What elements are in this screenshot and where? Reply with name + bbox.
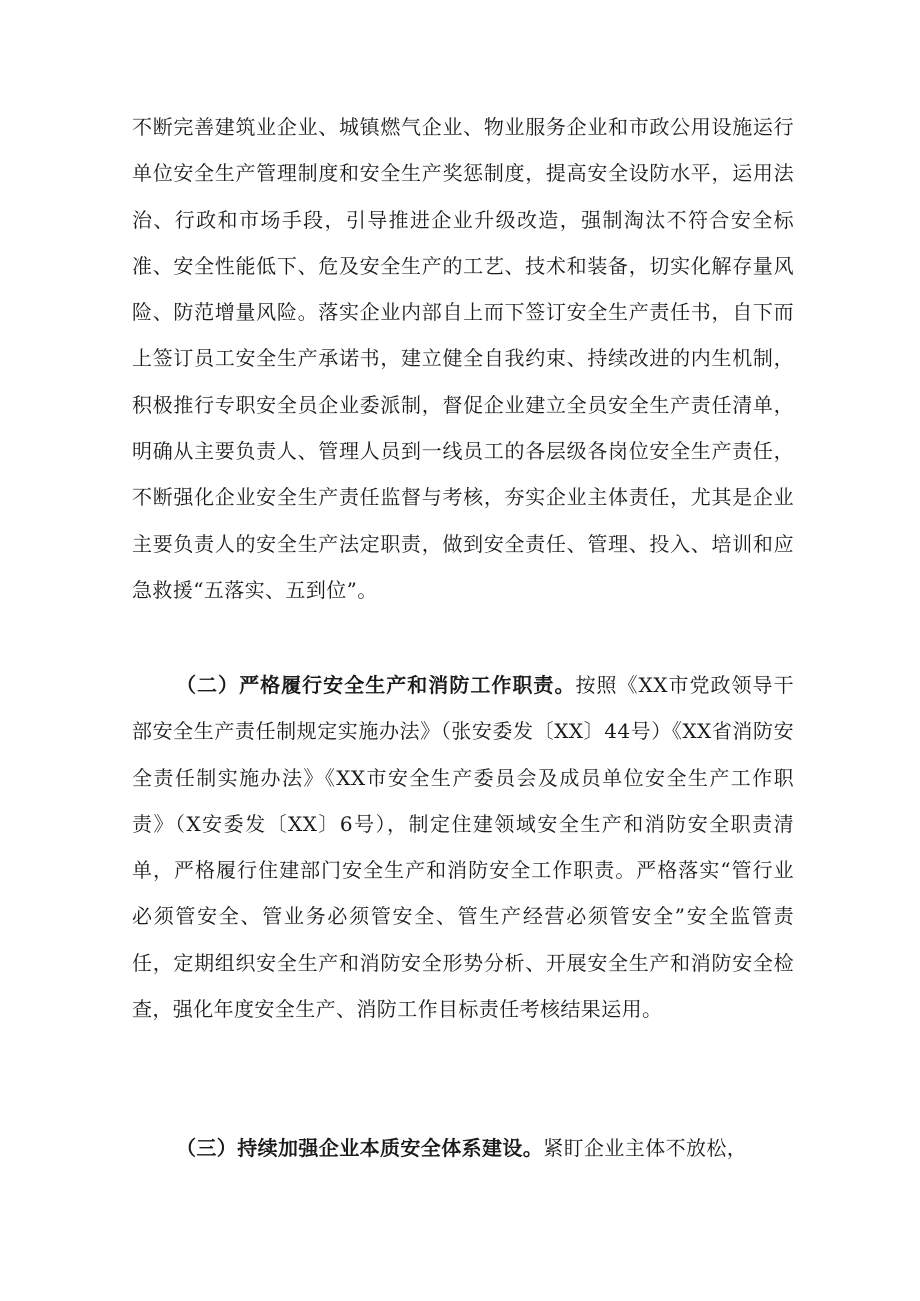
paragraph-text: 不断完善建筑业企业、城镇燃气企业、物业服务企业和市政公用设施运行单位安全生产管理制度和安全生产奖惩制度，提高安全设防水平，运用法治、行政和市场手段，引导推进企业升级改造，强制淘汰不符合安全标准、安全性能低下、危及安全生产的工艺、技术和装备，切实化解存量风险、防范增量风险。落实企业内部自上而下签订安全生产责任书，自下而上签订员工安全生产承诺书，建立健全自我约束、持续改进的内生机制，积极推行专职安全员企业委派制，督促企业建立全员安全生产责任清单，明确从主要负责人、管理人员到一线员工的各层级各岗位安全生产责任，不断强化企业安全生产责任监督与考核，夯实企业主体责任，尤其是企业主要负责人的安全生产法定职责，做到安全责任、管理、投入、培训和应急救援“五落实、五到位”。 [132,115,794,602]
paragraph-section-3 [132,1125,794,1171]
paragraph-text: 按照《XX市党政领导干部安全生产责任制规定实施办法》（张安委发〔XX〕44号）《XX省消防安全责任制实施办法》《XX市安全生产委员会及成员单位安全生产工作职责》（X安委发〔XX〕6号），制定住建领域安全生产和消防安全职责清单，严格履行住建部门安全生产和消防安全工作职责。严格落实“管行业必须管安全、管业务必须管安全、管生产经营必须管安全”安全监管责任，定期组织安全生产和消防安全形势分析、开展安全生产和消防安全检查，强化年度安全生产、消防工作目标责任考核结果运用。 [132,673,794,1022]
section-heading: （二）严格履行安全生产和消防工作职责。 [176,673,576,697]
section-heading: （三）持续加强企业本质安全体系建设。 [176,1136,544,1160]
paragraph-section-2 [132,662,794,1032]
paragraph-continuation [132,104,794,613]
paragraph-text: 紧盯企业主体不放松， [543,1136,748,1160]
